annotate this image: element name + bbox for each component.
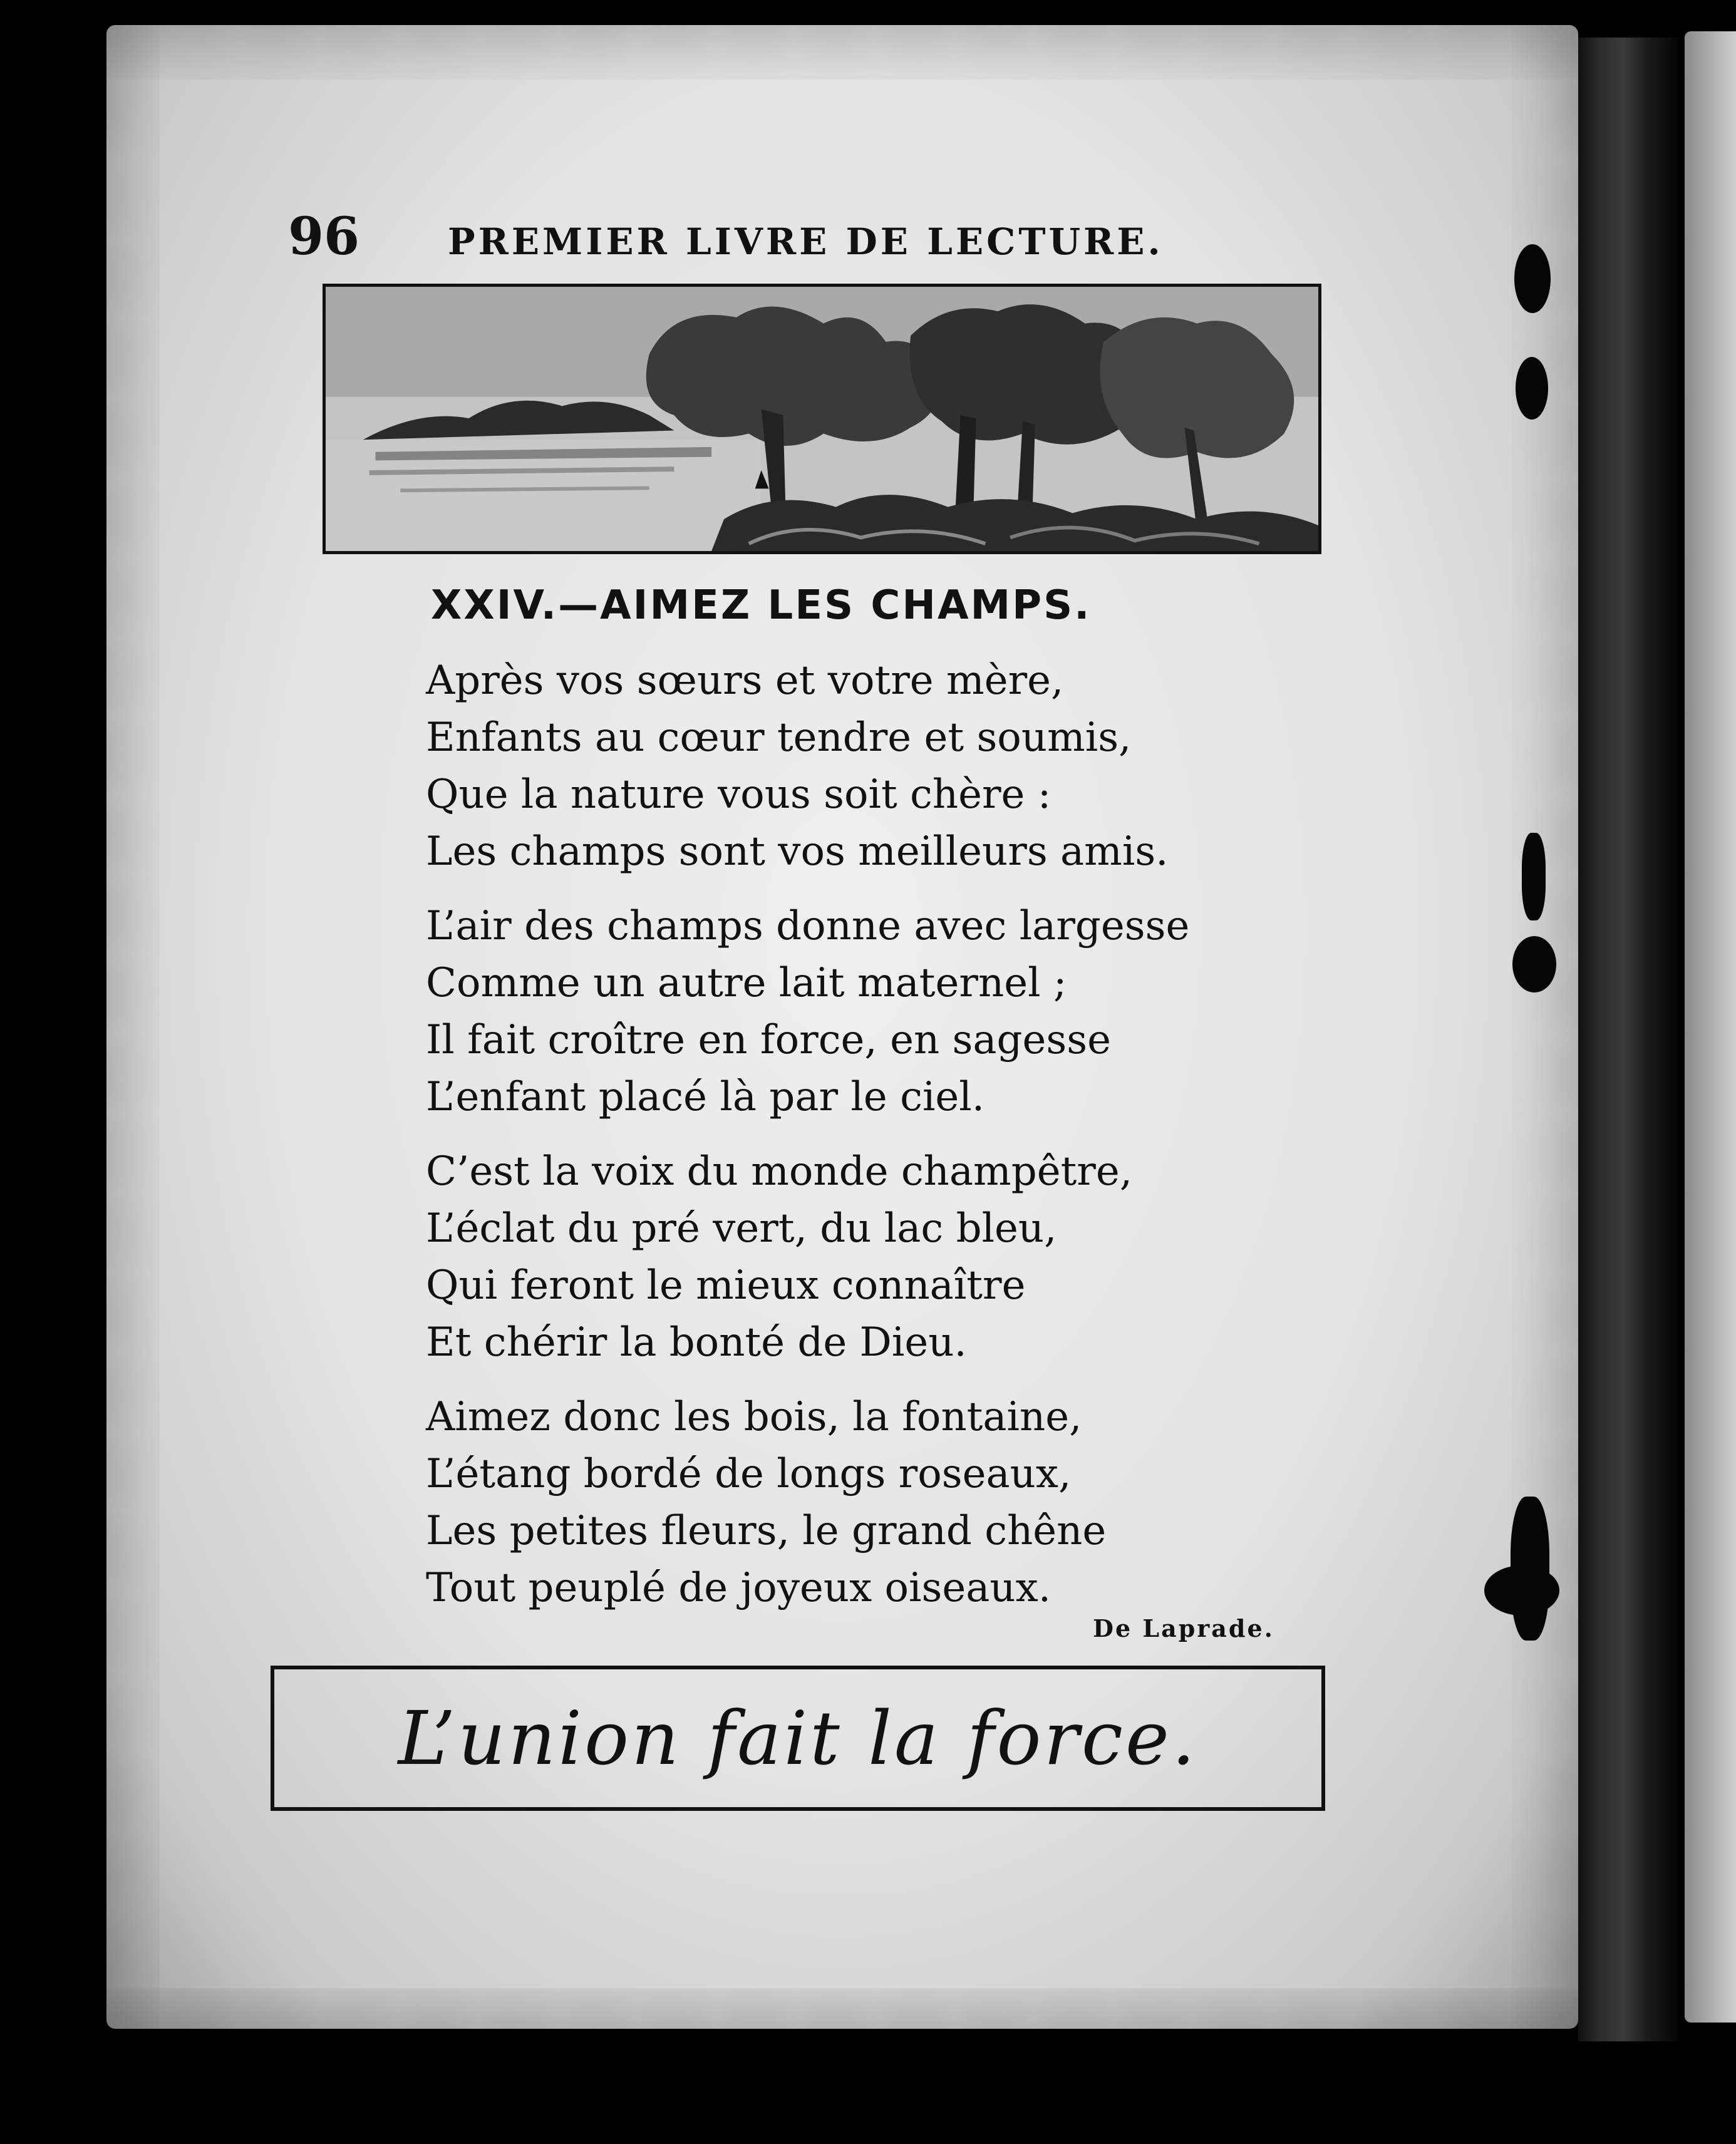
ink-blot [1484, 1565, 1559, 1616]
poem-line: L’étang bordé de longs roseaux, [426, 1451, 1072, 1497]
poem-line: Et chérir la bonté de Dieu. [426, 1319, 967, 1366]
poem-line: Que la nature vous soit chère : [426, 771, 1051, 818]
poem-line: Qui feront le mieux connaître [426, 1262, 1026, 1309]
poem-line: C’est la voix du monde champêtre, [426, 1148, 1133, 1195]
stanza [426, 1143, 1303, 1371]
poem-line: Enfants au cœur tendre et soumis, [426, 714, 1132, 761]
landscape-lake-trees-icon [326, 287, 1318, 551]
poem-line: Il fait croître en force, en sagesse [426, 1017, 1111, 1063]
stanza [426, 652, 1303, 880]
stanza [426, 1389, 1303, 1617]
poem-title: XXIV.—AIMEZ LES CHAMPS. [431, 582, 1092, 629]
poem-line: L’air des champs donne avec largesse [426, 903, 1190, 949]
page-header [288, 207, 1227, 276]
poem-line: Aimez donc les bois, la fontaine, [426, 1394, 1082, 1440]
motto-text: L’union fait la force. [398, 1695, 1198, 1781]
poem-line: L’éclat du pré vert, du lac bleu, [426, 1205, 1057, 1252]
ink-blot [1512, 936, 1556, 992]
poem-line: Les petites fleurs, le grand chêne [426, 1508, 1107, 1554]
poem-line: L’enfant placé là par le ciel. [426, 1074, 985, 1120]
ink-blot [1514, 244, 1551, 313]
page-number: 96 [288, 207, 360, 267]
stanza [426, 898, 1303, 1126]
poem-body [426, 652, 1303, 1634]
adjacent-page-edge [1685, 31, 1736, 2023]
ink-blot [1522, 833, 1546, 920]
poem-line: Les champs sont vos meilleurs amis. [426, 828, 1169, 875]
ink-blot [1516, 357, 1548, 420]
poem-line: Comme un autre lait maternel ; [426, 960, 1067, 1006]
book-binding [1578, 38, 1678, 2041]
running-title: PREMIER LIVRE DE LECTURE. [448, 220, 1164, 263]
poem-line: Après vos sœurs et votre mère, [426, 657, 1064, 704]
poem-author: De Laprade. [1093, 1614, 1274, 1642]
landscape-illustration [323, 284, 1321, 554]
motto-box [271, 1666, 1325, 1811]
poem-line: Tout peuplé de joyeux oiseaux. [426, 1565, 1051, 1611]
